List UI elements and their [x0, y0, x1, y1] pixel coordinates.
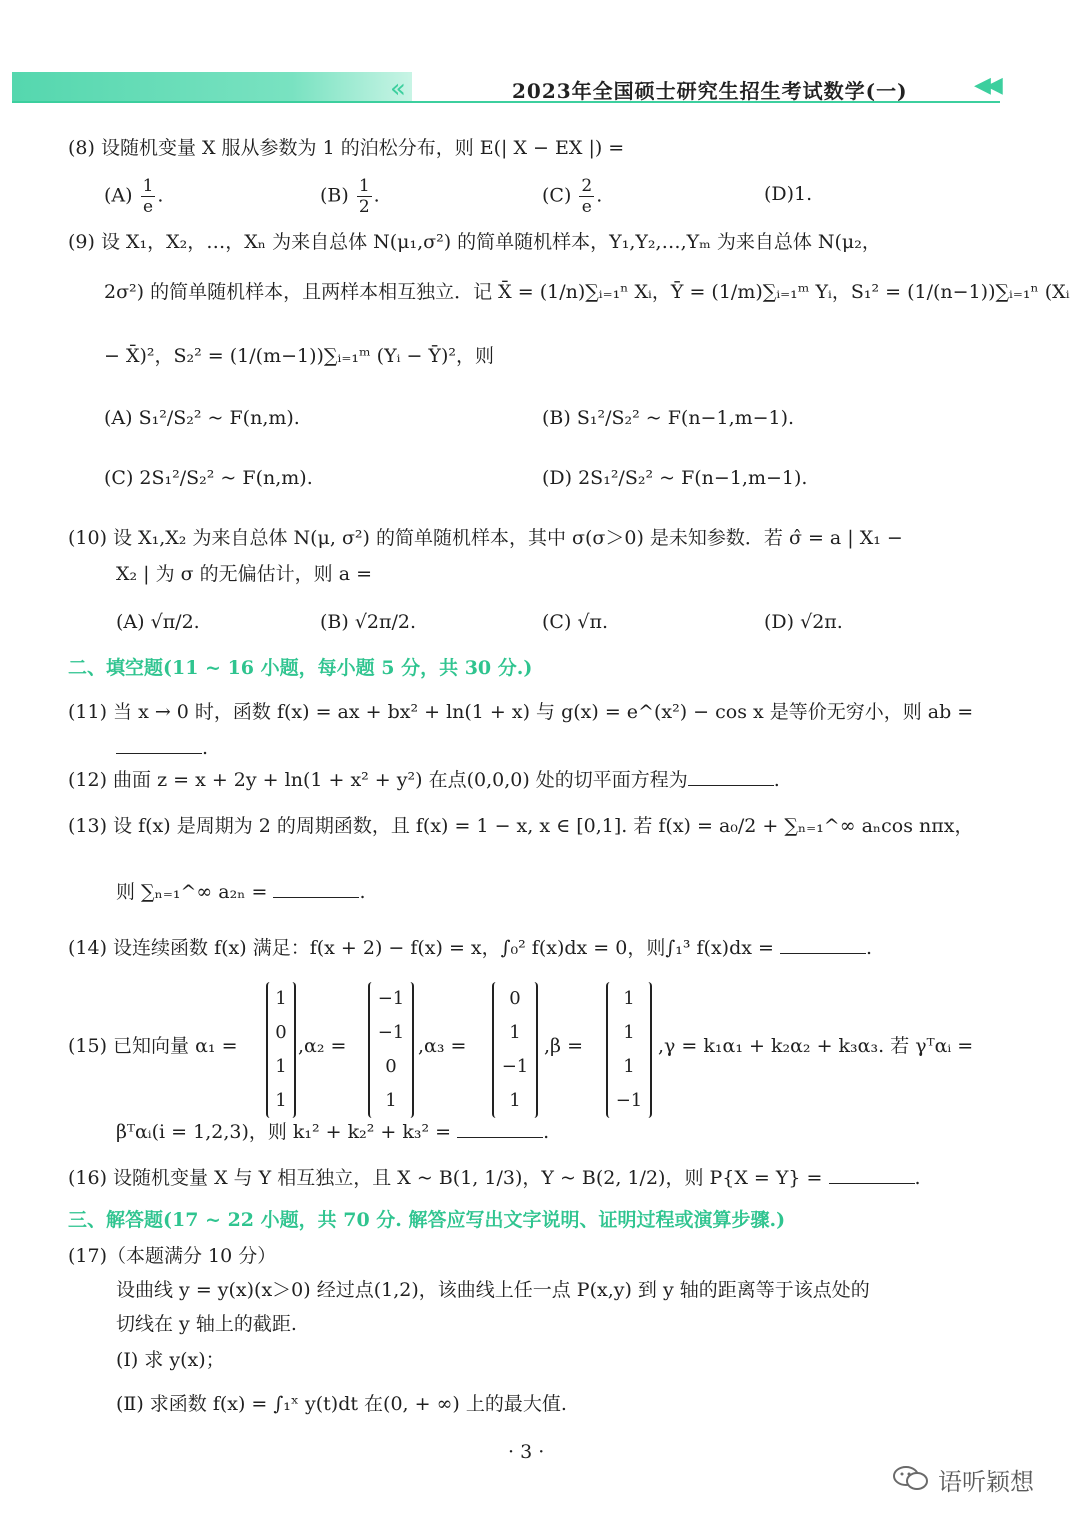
q15-alpha2-label: ,α₂ =	[298, 1035, 347, 1057]
q16-line	[68, 1164, 921, 1192]
q9-line2: 2σ²) 的简单随机样本，且两样本相互独立．记 X̄ = (1/n)∑ᵢ₌₁ⁿ Xᵢ，Ȳ = (1/m)∑ᵢ₌₁ᵐ Yᵢ，S₁² = (1/(n−1))∑ᵢ₌₁ⁿ (Xᵢ	[104, 281, 1070, 303]
q13-line1: (13) 设 f(x) 是周期为 2 的周期函数，且 f(x) = 1 − x, x ∈ [0,1]. 若 f(x) = a₀/2 + ∑ₙ₌₁^∞ aₙcos nπx，	[68, 815, 974, 837]
answer-blank	[829, 1165, 915, 1184]
q9-option-b: (B) S₁²/S₂² ~ F(n−1,m−1).	[542, 407, 795, 429]
q17-part2: (Ⅱ) 求函数 f(x) = ∫₁ˣ y(t)dt 在(0, + ∞) 上的最大值.	[116, 1393, 567, 1415]
q12-tail: .	[773, 769, 780, 791]
matrix-alpha2	[368, 982, 414, 1118]
answer-blank	[273, 879, 359, 898]
q11-line1: (11) 当 x → 0 时，函数 f(x) = ax + bx² + ln(1 + x) 与 g(x) = e^(x²) − cos x 是等价无穷小，则 ab =	[68, 701, 974, 723]
matrix-cell: 0	[385, 1056, 397, 1077]
fraction	[357, 176, 372, 217]
q17-part1: (Ⅰ) 求 y(x)；	[116, 1349, 225, 1371]
matrix-alpha1	[266, 982, 296, 1118]
denominator: e	[581, 197, 592, 217]
matrix-cell: 1	[623, 1056, 635, 1077]
matrix-cell: 1	[623, 988, 635, 1009]
numerator: 2	[581, 176, 593, 196]
q15-gamma: ,γ = k₁α₁ + k₂α₂ + k₃α₃. 若 γᵀαᵢ =	[658, 1035, 974, 1057]
answer-blank	[688, 767, 774, 786]
q8-option-c: (C) $\frac{2}{e}$ .	[542, 176, 603, 217]
q15-text: βᵀαᵢ(i = 1,2,3)，则 k₁² + k₂² + k₃² =	[116, 1121, 452, 1143]
page-number: · 3 ·	[508, 1441, 545, 1463]
q14-text: (14) 设连续函数 f(x) 满足：f(x + 2) − f(x) = x，∫₀² f(x)dx = 0，则∫₁³ f(x)dx =	[68, 937, 774, 959]
q13-text: 则 ∑ₙ₌₁^∞ a₂ₙ =	[116, 881, 268, 903]
fraction	[579, 176, 594, 217]
q8-option-b: (B) $\frac{1}{2}$ .	[320, 176, 380, 217]
matrix-alpha3	[492, 982, 538, 1118]
matrix-cell: 1	[275, 1056, 287, 1077]
q9-line3: − X̄)²，S₂² = (1/(m−1))∑ᵢ₌₁ᵐ (Yᵢ − Ȳ)²，则	[104, 345, 495, 367]
q10-option-c: (C) √π.	[542, 611, 609, 633]
numerator: 1	[358, 176, 370, 196]
q13-line2	[116, 878, 365, 906]
q10-option-d: (D) √2π.	[764, 611, 843, 633]
matrix-cell: 1	[509, 1022, 521, 1043]
fraction	[141, 176, 156, 217]
matrix-cell: −1	[377, 988, 405, 1009]
q15-alpha3-label: ,α₃ =	[418, 1035, 467, 1057]
q9-option-a: (A) S₁²/S₂² ~ F(n,m).	[104, 407, 300, 429]
q15-label: (15) 已知向量 α₁ =	[68, 1035, 238, 1057]
answer-blank	[780, 935, 866, 954]
page-header	[12, 72, 1000, 104]
matrix-cell: −1	[377, 1022, 405, 1043]
matrix-cell: −1	[501, 1056, 529, 1077]
q16-tail: .	[914, 1167, 921, 1189]
answer-blank	[457, 1119, 543, 1138]
matrix-cell: 1	[275, 988, 287, 1009]
q10-option-a: (A) √π/2.	[116, 611, 200, 633]
option-label: (B)	[320, 184, 349, 207]
watermark: 语听颖想	[938, 1468, 1034, 1496]
answer-blank	[116, 735, 202, 754]
page-title: 2023年全国硕士研究生招生考试数学(一)	[512, 79, 908, 103]
arrow-left-icon: ◀◀	[974, 73, 998, 98]
q12-text: (12) 曲面 z = x + 2y + ln(1 + x² + y²) 在点(0,0,0) 处的切平面方程为	[68, 769, 688, 791]
q9-option-d: (D) 2S₁²/S₂² ~ F(n−1,m−1).	[542, 467, 808, 489]
q8-option-a: (A) $\frac{1}{e}$ .	[104, 176, 164, 217]
matrix-cell: 1	[509, 1090, 521, 1111]
q9-line1: (9) 设 X₁，X₂，…，Xₙ 为来自总体 N(μ₁,σ²) 的简单随机样本，Y₁,Y₂,…,Yₘ 为来自总体 N(μ₂，	[68, 231, 881, 253]
option-label: (A)	[104, 184, 133, 207]
q10-option-b: (B) √2π/2.	[320, 611, 417, 633]
section-answer-heading: 三、解答题(17 ~ 22 小题，共 70 分. 解答应写出文字说明、证明过程或演算步骤.)	[68, 1209, 786, 1231]
matrix-cell: −1	[615, 1090, 643, 1111]
q11-line2	[116, 734, 208, 762]
matrix-beta	[606, 982, 652, 1118]
q12-line	[68, 766, 780, 794]
q17-line1: 设曲线 y = y(x)(x＞0) 经过点(1,2)，该曲线上任一点 P(x,y) 到 y 轴的距离等于该点处的	[116, 1279, 870, 1301]
header-band	[12, 72, 412, 102]
q15-line2	[116, 1118, 549, 1146]
matrix-cell: 1	[385, 1090, 397, 1111]
matrix-cell: 1	[275, 1090, 287, 1111]
section-fill-in-heading: 二、填空题(11 ~ 16 小题，每小题 5 分，共 30 分.)	[68, 657, 533, 679]
matrix-cell: 0	[509, 988, 521, 1009]
q8-stem: (8) 设随机变量 X 服从参数为 1 的泊松分布，则 E(| X − EX |) =	[68, 137, 625, 159]
q8-option-d: (D)1.	[764, 183, 813, 205]
q14-tail: .	[865, 937, 873, 959]
matrix-cell: 0	[275, 1022, 287, 1043]
q11-tail: .	[202, 737, 209, 759]
q10-line1: (10) 设 X₁,X₂ 为来自总体 N(μ, σ²) 的简单随机样本，其中 σ(σ＞0) 是未知参数．若 σ̂ = a | X₁ −	[68, 527, 903, 549]
chevron-left-icon: «	[390, 74, 406, 104]
q17-head: (17)（本题满分 10 分）	[68, 1245, 277, 1267]
denominator: 2	[358, 197, 370, 217]
option-label: (C)	[542, 184, 572, 207]
q16-text: (16) 设随机变量 X 与 Y 相互独立，且 X ~ B(1, 1/3)，Y ~ B(2, 1/2)，则 P{X = Y} =	[68, 1167, 823, 1189]
matrix-cell: 1	[623, 1022, 635, 1043]
q15-tail: .	[543, 1121, 550, 1143]
denominator: e	[142, 197, 154, 217]
q13-tail: .	[359, 881, 366, 903]
q15-beta-label: ,β =	[544, 1035, 583, 1057]
wechat-icon	[892, 1464, 930, 1492]
numerator: 1	[142, 176, 154, 196]
q14-line	[68, 934, 872, 962]
q9-option-c: (C) 2S₁²/S₂² ~ F(n,m).	[104, 467, 313, 489]
q10-line2: X₂ | 为 σ 的无偏估计，则 a =	[116, 563, 372, 585]
q17-line2: 切线在 y 轴上的截距.	[116, 1313, 297, 1335]
